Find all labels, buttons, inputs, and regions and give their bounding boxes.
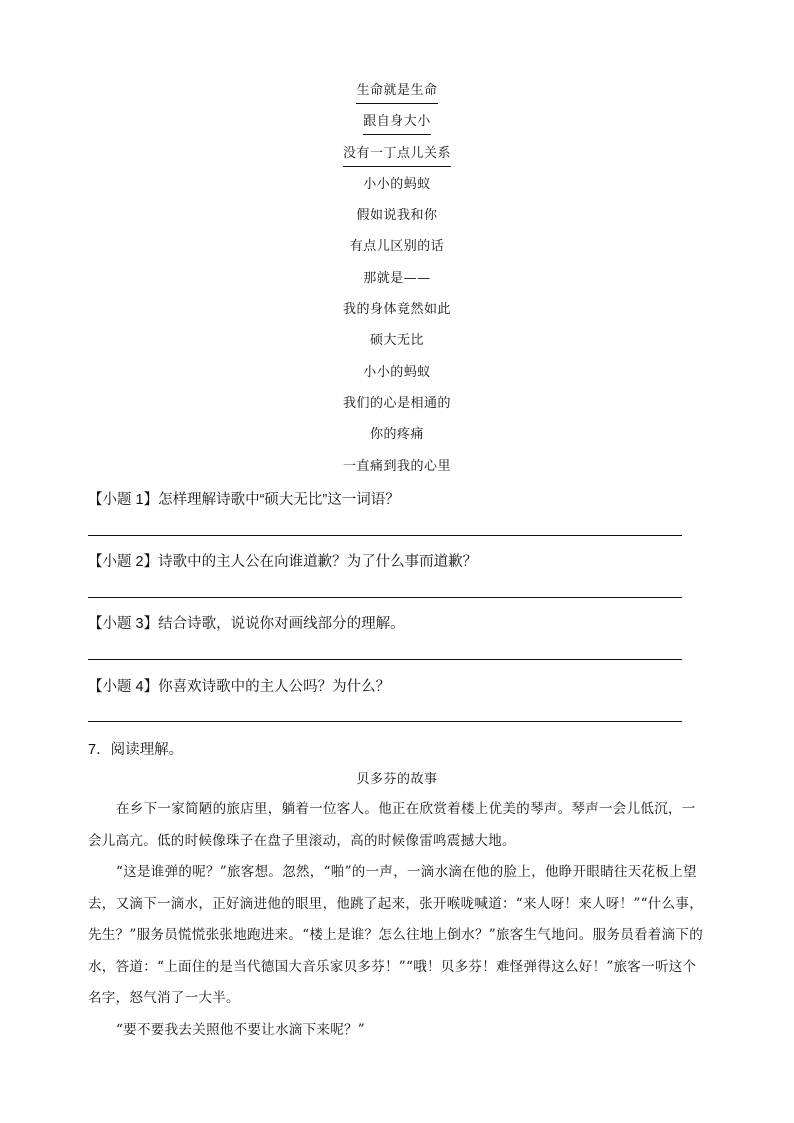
answer-line[interactable]	[88, 721, 682, 722]
question-2	[88, 550, 477, 571]
question-4	[88, 675, 390, 696]
paragraph: 在乡下一家简陋的旅店里，躺着一位客人。他正在欣赏着楼上优美的琴声。琴声一会儿低沉，一会儿高亢。低的时候像珠子在盘子里滚动，高的时候像雷鸣震撼大地。	[88, 801, 696, 849]
poem-line: 那就是——	[363, 270, 431, 286]
question-text: 你喜欢诗歌中的主人公吗？为什么？	[158, 679, 391, 695]
poem-line: 假如说我和你	[356, 208, 438, 224]
poem-line-underlined: 生命就是生命	[0, 80, 794, 111]
answer-line[interactable]	[88, 535, 682, 536]
story-body	[88, 794, 706, 1046]
poem-line: 小小的蚂蚁	[363, 364, 431, 380]
question-text: 结合诗歌，说说你对画线部分的理解。	[158, 616, 405, 632]
poem-line-underlined: 没有一丁点儿关系	[0, 143, 794, 174]
poem-line: 小小的蚂蚁	[363, 176, 431, 192]
poem	[0, 80, 794, 487]
section-heading: 7．阅读理解。	[88, 742, 184, 758]
poem-line: 有点儿区别的话	[349, 239, 445, 255]
question-label: 【小题 1】	[88, 492, 159, 508]
question-label: 【小题 3】	[88, 616, 159, 632]
answer-line[interactable]	[88, 597, 682, 598]
poem-line: 我们的心是相通的	[342, 395, 451, 411]
question-3	[88, 612, 405, 633]
story-title: 贝多芬的故事	[356, 772, 438, 787]
question-label: 【小题 2】	[88, 554, 159, 570]
question-label: 【小题 4】	[88, 679, 159, 695]
answer-line[interactable]	[88, 659, 682, 660]
poem-line: 硕大无比	[369, 333, 424, 349]
poem-line-underlined: 跟自身大小	[0, 111, 794, 142]
poem-line: 一直痛到我的心里	[342, 458, 451, 474]
question-text: 怎样理解诗歌中“硕大无比”这一词语？	[158, 492, 400, 508]
paragraph: “这是谁弹的呢？”旅客想。忽然，“啪”的一声，一滴水滴在他的脸上，他睁开眼睛往天花板上望去，又滴下一滴水，正好滴进他的眼里，他跳了起来，张开喉咙喊道：“来人呀！来人呀！”“什么事，先生？”服务员慌慌张张地跑进来。“楼上是谁？怎么往地上倒水？”旅客生气地问。服务员看着滴下的水，答道：“上面住的是当代德国大音乐家贝多芬！”“哦！贝多芬！难怪弹得这么好！”旅客一听这个名字，怒气消了一大半。	[88, 864, 704, 1006]
poem-line: 你的疼痛	[369, 427, 424, 443]
paragraph: “要不要我去关照他不要让水滴下来呢？”	[116, 1021, 366, 1038]
poem-line: 我的身体竟然如此	[342, 302, 451, 318]
question-1	[88, 488, 400, 509]
question-text: 诗歌中的主人公在向谁道歉？为了什么事而道歉？	[158, 554, 478, 570]
